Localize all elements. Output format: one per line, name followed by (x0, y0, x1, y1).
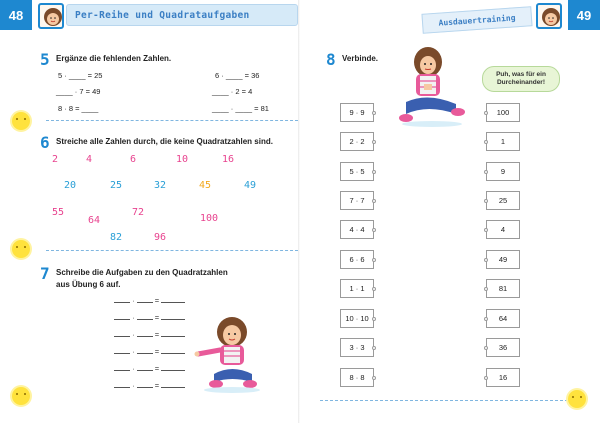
term-box[interactable] (340, 309, 374, 328)
connector-dot[interactable] (484, 376, 488, 380)
connector-dot[interactable] (484, 170, 488, 174)
term-box[interactable] (340, 368, 374, 387)
term-label: 4 · 4 (349, 225, 365, 234)
connector-dot[interactable] (372, 170, 376, 174)
term-label: 1 · 1 (349, 284, 365, 293)
divider (46, 250, 298, 251)
term-box[interactable] (340, 103, 374, 122)
result-label: 16 (498, 373, 508, 382)
answer-line[interactable]: · = (114, 330, 185, 339)
girl-avatar-icon (38, 3, 64, 29)
term-label: 9 · 9 (349, 108, 365, 117)
result-box[interactable] (486, 103, 520, 122)
result-label: 81 (498, 284, 508, 293)
term-label: 6 · 6 (349, 255, 365, 264)
connector-dot[interactable] (372, 346, 376, 350)
term-box[interactable] (340, 338, 374, 357)
header-banner (66, 4, 298, 26)
connector-dot[interactable] (372, 258, 376, 262)
girl-illustration (194, 314, 264, 399)
connector-dot[interactable] (372, 228, 376, 232)
answer-line[interactable]: · = (114, 296, 185, 305)
result-box[interactable] (486, 250, 520, 269)
result-label: 36 (498, 343, 508, 352)
term-box[interactable] (340, 191, 374, 210)
term-box[interactable] (340, 162, 374, 181)
connector-dot[interactable] (372, 317, 376, 321)
task-7-instruction-1: Schreibe die Aufgaben zu den Quadratzahlen (56, 268, 228, 277)
speech-bubble: Puh, was für ein Durcheinander! (482, 66, 560, 92)
task-5-eq-3b: ____ · ____ = 81 (212, 104, 269, 113)
sitting-girl-illustration (398, 44, 468, 133)
term-label: 8 · 8 (349, 373, 365, 382)
result-box[interactable] (486, 368, 520, 387)
task-7-instruction-2: aus Übung 6 auf. (56, 280, 121, 289)
number-item[interactable]: 4 (86, 154, 93, 165)
result-label: 4 (500, 225, 506, 234)
result-label: 64 (498, 314, 508, 323)
result-box[interactable] (486, 279, 520, 298)
divider (46, 120, 298, 121)
number-item[interactable]: 10 (176, 154, 189, 165)
task-8-instruction: Verbinde. (342, 54, 379, 63)
number-item[interactable]: 16 (222, 154, 235, 165)
result-label: 9 (500, 167, 506, 176)
connector-dot[interactable] (372, 140, 376, 144)
sun-sticker-icon (12, 240, 30, 258)
result-label: 100 (496, 108, 510, 117)
result-label: 1 (500, 137, 506, 146)
term-label: 10 · 10 (345, 314, 369, 323)
task-6-number: 6 (40, 133, 50, 152)
connector-dot[interactable] (484, 140, 488, 144)
term-label: 2 · 2 (349, 137, 365, 146)
task-8-number: 8 (326, 50, 336, 69)
connector-dot[interactable] (372, 111, 376, 115)
sun-sticker-icon (568, 390, 586, 408)
page-number-right: 49 (568, 0, 600, 30)
task-7-number: 7 (40, 264, 50, 283)
term-label: 7 · 7 (349, 196, 365, 205)
connector-dot[interactable] (484, 199, 488, 203)
task-5-eq-1b: 6 · ____ = 36 (215, 71, 260, 80)
number-item[interactable]: 6 (130, 154, 137, 165)
result-box[interactable] (486, 338, 520, 357)
term-box[interactable] (340, 220, 374, 239)
term-box[interactable] (340, 250, 374, 269)
number-item[interactable]: 32 (154, 180, 167, 191)
term-box[interactable] (340, 279, 374, 298)
page-number-left: 48 (0, 0, 32, 30)
number-item[interactable]: 96 (154, 232, 167, 243)
answer-line[interactable]: · = (114, 364, 185, 373)
number-item[interactable]: 20 (64, 180, 77, 191)
connector-dot[interactable] (484, 287, 488, 291)
number-item[interactable]: 25 (110, 180, 123, 191)
answer-line[interactable]: · = (114, 313, 185, 322)
result-box[interactable] (486, 162, 520, 181)
number-item[interactable]: 100 (200, 213, 219, 224)
connector-dot[interactable] (372, 199, 376, 203)
result-box[interactable] (486, 191, 520, 210)
connector-dot[interactable] (484, 111, 488, 115)
answer-line[interactable]: · = (114, 381, 185, 390)
number-item[interactable]: 72 (132, 207, 145, 218)
right-page (300, 0, 600, 423)
number-item[interactable]: 82 (110, 232, 123, 243)
task-5-eq-2b: ____ · 2 = 4 (212, 87, 253, 96)
connector-dot[interactable] (372, 287, 376, 291)
number-item[interactable]: 2 (52, 154, 59, 165)
task-6-instruction: Streiche alle Zahlen durch, die keine Quadratzahlen sind. (56, 137, 273, 146)
number-item[interactable]: 49 (244, 180, 257, 191)
divider (320, 400, 568, 401)
result-box[interactable] (486, 132, 520, 151)
term-box[interactable] (340, 132, 374, 151)
result-label: 25 (498, 196, 508, 205)
term-label: 5 · 5 (349, 167, 365, 176)
sun-sticker-icon (12, 387, 30, 405)
result-box[interactable] (486, 220, 520, 239)
connector-dot[interactable] (484, 317, 488, 321)
connector-dot[interactable] (484, 228, 488, 232)
header-title: Per-Reihe und Quadrataufgaben (75, 9, 250, 21)
connector-dot[interactable] (372, 376, 376, 380)
result-box[interactable] (486, 309, 520, 328)
task-5-number: 5 (40, 50, 50, 69)
number-item[interactable]: 64 (88, 215, 101, 226)
task-5-eq-3a: 8 · 8 = ____ (58, 104, 99, 113)
section-tag-label: Ausdauertraining (438, 12, 516, 28)
number-item[interactable]: 55 (52, 207, 65, 218)
girl-avatar-icon (536, 3, 562, 29)
answer-line[interactable]: · = (114, 347, 185, 356)
result-label: 49 (498, 255, 508, 264)
connector-dot[interactable] (484, 258, 488, 262)
task-5-eq-1a: 5 · ____ = 25 (58, 71, 103, 80)
task-5-instruction: Ergänze die fehlenden Zahlen. (56, 54, 172, 63)
term-label: 3 · 3 (349, 343, 365, 352)
sun-sticker-icon (12, 112, 30, 130)
task-5-eq-2a: ____ · 7 = 49 (56, 87, 101, 96)
number-item[interactable]: 45 (199, 180, 212, 191)
connector-dot[interactable] (484, 346, 488, 350)
section-tag (421, 6, 532, 34)
